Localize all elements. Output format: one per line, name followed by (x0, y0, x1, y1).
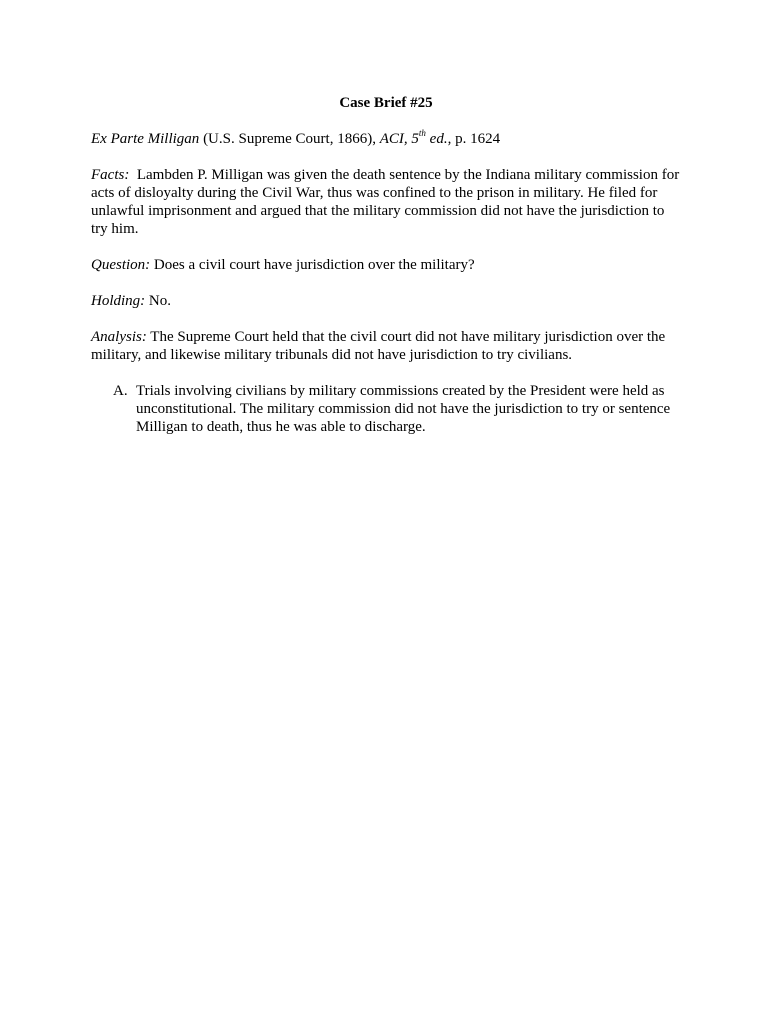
list-marker: A. (113, 383, 128, 399)
case-citation (91, 130, 681, 148)
edition-suffix: ed. (425, 131, 448, 147)
court-year: (U.S. Supreme Court, 1866), (199, 131, 380, 147)
list-item (91, 382, 681, 436)
facts-text: Lambden P. Milligan was given the death sentence by the Indiana military commission for acts of disloyalty during the Civil War, thus was confined to the prison in military. He filed for unlawful imprisonment and argued that the military commission did not have the jurisdiction to try him. (91, 167, 683, 237)
list-item-text: Trials involving civilians by military commissions created by the President were held as unconstitutional. The military commission did not have the jurisdiction to try or sentence Milligan to death, thus he was able to discharge. (136, 383, 671, 435)
holding-section (91, 292, 681, 310)
analysis-section (91, 328, 681, 364)
edition-separator: , (403, 131, 412, 147)
case-name: Ex Parte Milligan (91, 131, 200, 147)
analysis-points-list (91, 382, 681, 436)
facts-label: Facts: (91, 167, 130, 183)
analysis-label: Analysis: (91, 329, 147, 345)
source-name: ACI (379, 131, 404, 147)
question-section (91, 256, 681, 274)
page-reference: , p. 1624 (447, 131, 501, 147)
document-title: Case Brief #25 (339, 95, 433, 111)
holding-text: No. (145, 293, 172, 309)
question-text: Does a civil court have jurisdiction over the military? (150, 257, 475, 273)
facts-section (91, 166, 681, 238)
edition-superscript: th (418, 128, 426, 138)
edition-number: 5 (411, 131, 419, 147)
document-page (91, 94, 681, 436)
holding-label: Holding: (91, 293, 146, 309)
analysis-text: The Supreme Court held that the civil court did not have military jurisdiction over the military, and likewise military tribunals did not have jurisdiction to try civilians. (91, 329, 666, 363)
question-label: Question: (91, 257, 151, 273)
